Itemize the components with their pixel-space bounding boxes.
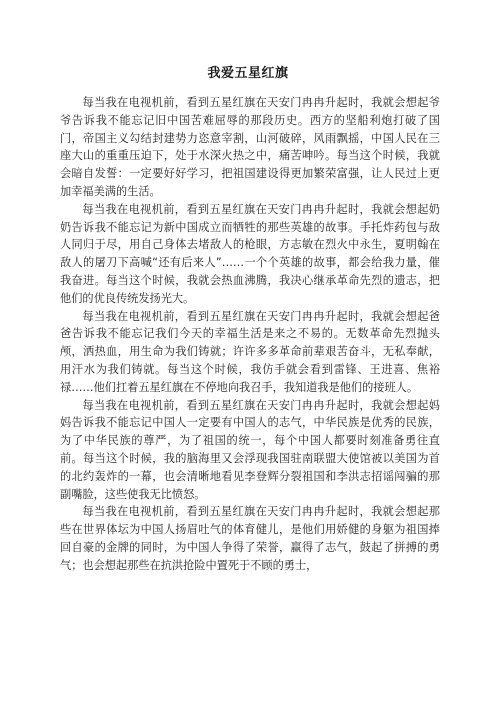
paragraph-4: 每当我在电视机前，看到五星红旗在天安门冉冉升起时，我就会想起妈妈告诉我不能忘记中国人一定要有中国人的志气，中华民族是优秀的民族，为了中华民族的尊严，为了祖国的统一，每个中国人都要时刻准备勇往直前。每当这个时候，我的脑海里又会浮现我国驻南联盟大使馆被以美国为首的北约轰炸的一幕，也会清晰地看见李登辉分裂祖国和李洪志招谣闯骗的那副嘴脸，这些使我无比愤怒。	[60, 398, 440, 501]
document-body	[60, 94, 440, 575]
paragraph-1: 每当我在电视机前，看到五星红旗在天安门冉冉升起时，我就会想起爷爷告诉我不能忘记旧中国苦难屈辱的那段历史。西方的坚船利炮打破了国门，帝国主义勾结封建势力恣意宰割，山河破碎，风雨飘摇，中国人民在三座大山的重重压迫下，处于水深火热之中，痛苦呻吟。每当这个时候，我就会暗自发誓：一定要好好学习，把祖国建设得更加繁荣富强，让人民过上更加幸福美满的生活。	[60, 96, 440, 198]
document-title: 我爱五星红旗	[207, 66, 289, 81]
paragraph-3: 每当我在电视机前，看到五星红旗在天安门冉冉升起时，我就会想起爸爸告诉我不能忘记我们今天的幸福生活是来之不易的。无数革命先烈抛头颅，洒热血，用生命为我们铸就；许许多多革命前辈艰苦奋斗，无私奉献，用汗水为我们铸就。每当这个时候，我仿手就会看到雷锋、王进喜、焦裕禄……他们扛着五星红旗在不停地向我召手，我知道我是他们的接班人。	[60, 309, 440, 394]
paragraph-5: 每当我在电视机前，看到五星红旗在天安门冉冉升起时，我就会想起那些在世界体坛为中国人扬眉吐气的体育健儿，是他们用娇健的身躯为祖国捧回自豪的金牌的同时，为中国人争得了荣誉，赢得了志气，鼓起了拼搏的勇气；也会想起那些在抗洪抢险中置死于不顾的勇士，	[60, 505, 440, 572]
paragraph-2: 每当我在电视机前，看到五星红旗在天安门冉冉升起时，我就会想起奶奶告诉我不能忘记为新中国成立而牺牲的那些英雄的故事。手托炸药包与敌人同归于尽，用自己身体去堵敌人的枪眼，方志敏在烈火中永生，夏明翰在敌人的屠刀下高喊“还有后来人”……一个个英雄的故事，都会给我力量，催我奋进。每当这个时候，我就会热血沸腾，我决心继承革命先烈的遗志，把他们的优良传统发扬光大。	[60, 202, 440, 305]
